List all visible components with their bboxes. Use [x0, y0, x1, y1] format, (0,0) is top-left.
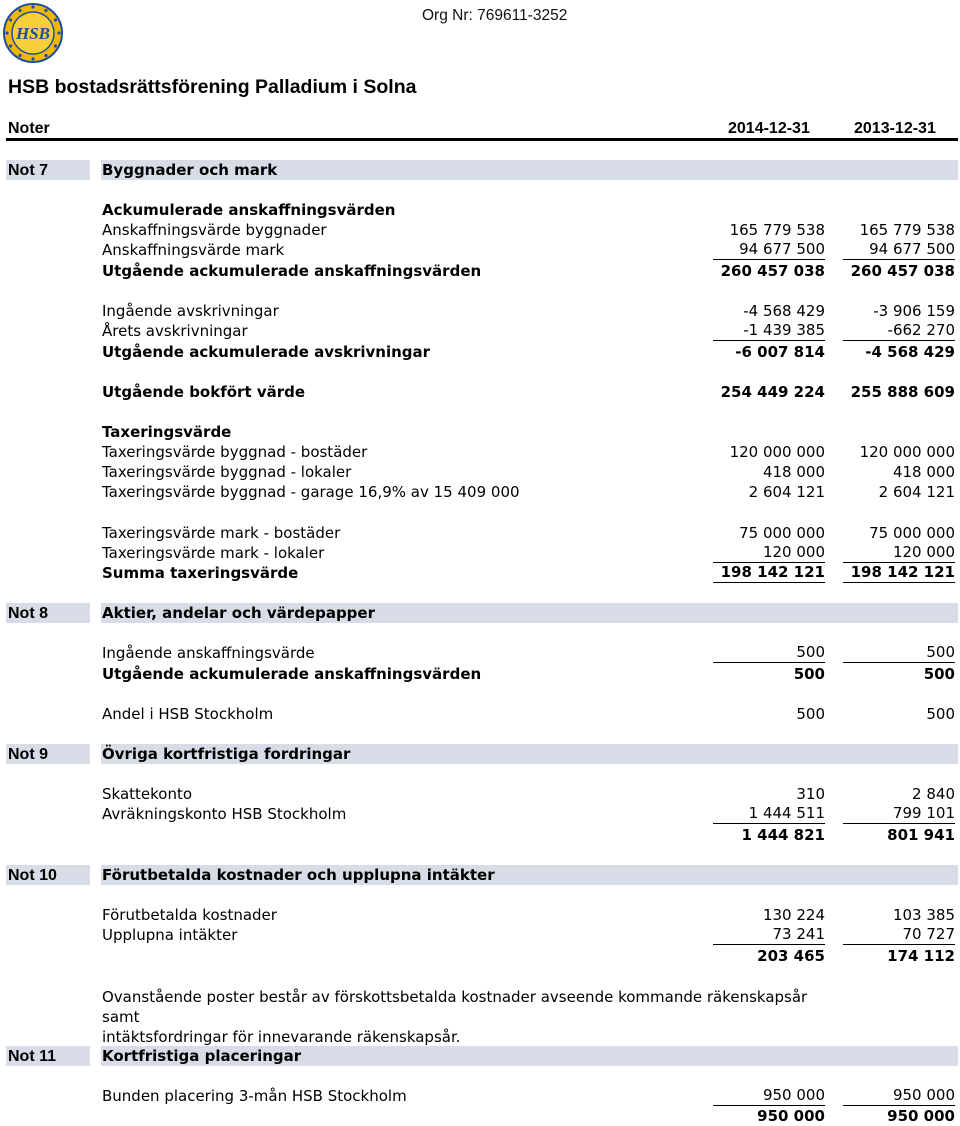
- value-2014: 203 465: [757, 947, 825, 965]
- row-label: Anskaffningsvärde mark: [102, 241, 285, 259]
- logo-text: HSB: [15, 24, 51, 43]
- explanation-line: intäktsfordringar för innevarande räkenskapsår.: [102, 1028, 461, 1046]
- value-2013: 801 941: [887, 826, 955, 844]
- table-row: [102, 1086, 958, 1106]
- value-2014: 1 444 821: [741, 826, 825, 844]
- value-2014: 75 000 000: [739, 524, 825, 542]
- value-2014: 260 457 038: [720, 262, 825, 280]
- association-name: HSB bostadsrättsförening Palladium i Solna: [8, 76, 417, 98]
- row-label: Taxeringsvärde: [102, 423, 232, 441]
- value-2014: 310: [796, 785, 825, 803]
- explanation-line: Ovanstående poster består av förskottsbetalda kostnader avseende kommande räkenskapsår samt: [102, 988, 808, 1026]
- table-row: [102, 563, 958, 583]
- value-2013: 2 604 121: [878, 483, 955, 501]
- note-9-header: [6, 744, 958, 764]
- table-row: [102, 643, 958, 663]
- value-2014: 2 604 121: [748, 483, 825, 501]
- value-2013: 950 000: [887, 1107, 955, 1125]
- value-2013: 260 457 038: [850, 262, 955, 280]
- row-label: Bunden placering 3-mån HSB Stockholm: [102, 1087, 407, 1105]
- value-2014: 1 444 511: [713, 804, 825, 824]
- value-2013: 70 727: [843, 925, 955, 945]
- table-row: [102, 804, 958, 824]
- value-2014: 950 000: [757, 1107, 825, 1125]
- date-column-2013: 2013-12-31: [854, 120, 936, 137]
- note-title: Övriga kortfristiga fordringar: [101, 744, 958, 764]
- table-row: [102, 321, 958, 341]
- table-row: [102, 905, 958, 925]
- value-2014: 500: [793, 665, 825, 683]
- value-2013: 255 888 609: [850, 383, 955, 401]
- org-number: Org Nr: 769611-3252: [422, 7, 568, 24]
- note-title: Kortfristiga placeringar: [101, 1046, 958, 1066]
- note-10-header: [6, 865, 958, 885]
- value-2014: -6 007 814: [735, 343, 825, 361]
- note-7-header: [6, 160, 958, 180]
- value-2014: 950 000: [713, 1086, 825, 1106]
- value-2014: -1 439 385: [713, 321, 825, 341]
- value-2014: 94 677 500: [713, 240, 825, 260]
- row-label: Förutbetalda kostnader: [102, 906, 277, 924]
- table-row: [102, 240, 958, 260]
- value-2013: 75 000 000: [869, 524, 955, 542]
- row-label: Andel i HSB Stockholm: [102, 705, 274, 723]
- table-row: [102, 704, 958, 724]
- table-row: [102, 825, 958, 845]
- value-2014: 130 224: [762, 906, 825, 924]
- table-row: [102, 200, 958, 220]
- row-label: Taxeringsvärde mark - bostäder: [102, 524, 341, 542]
- value-2013: -3 906 159: [873, 302, 955, 320]
- value-2013: -4 568 429: [865, 343, 955, 361]
- value-2013: -662 270: [843, 321, 955, 341]
- note-number: Not 9: [6, 744, 90, 764]
- value-2013: 120 000: [843, 543, 955, 563]
- header-rule: [6, 138, 958, 141]
- value-2013: 418 000: [892, 463, 955, 481]
- note-title: Byggnader och mark: [101, 160, 958, 180]
- value-2013: 165 779 538: [859, 221, 955, 239]
- value-2013: 950 000: [843, 1086, 955, 1106]
- value-2014: 500: [713, 643, 825, 663]
- date-column-2014: 2014-12-31: [728, 120, 810, 137]
- table-row: [102, 543, 958, 563]
- table-row: [102, 342, 958, 362]
- table-row: [102, 220, 958, 240]
- value-2013: 2 840: [912, 785, 955, 803]
- table-row: [102, 925, 958, 945]
- table-row: [102, 482, 958, 502]
- value-2014: 418 000: [762, 463, 825, 481]
- table-row: [102, 1106, 958, 1126]
- column-header: [6, 118, 958, 138]
- table-row: [102, 442, 958, 462]
- value-2014: 120 000 000: [729, 443, 825, 461]
- note-number: Not 11: [6, 1046, 90, 1066]
- value-2014: -4 568 429: [743, 302, 825, 320]
- note-11-header: [6, 1046, 958, 1066]
- row-label: Ingående anskaffningsvärde: [102, 644, 315, 662]
- note-10-explanation: [102, 987, 822, 1047]
- value-2013: 120 000 000: [859, 443, 955, 461]
- note-number: Not 7: [6, 160, 90, 180]
- row-label: Ackumulerade anskaffningsvärden: [102, 201, 396, 219]
- note-title: Aktier, andelar och värdepapper: [101, 603, 958, 623]
- note-number: Not 8: [6, 603, 90, 623]
- row-label: Avräkningskonto HSB Stockholm: [102, 805, 347, 823]
- value-2014: 165 779 538: [729, 221, 825, 239]
- value-2013: 174 112: [887, 947, 955, 965]
- value-2014: 73 241: [713, 925, 825, 945]
- row-label: Utgående ackumulerade avskrivningar: [102, 343, 431, 361]
- value-2013: 198 142 121: [843, 563, 955, 583]
- value-2014: 254 449 224: [720, 383, 825, 401]
- row-label: Summa taxeringsvärde: [102, 564, 299, 582]
- row-label: Taxeringsvärde mark - lokaler: [102, 544, 325, 562]
- table-row: [102, 784, 958, 804]
- table-row: [102, 462, 958, 482]
- note-8-header: [6, 603, 958, 623]
- row-label: Skattekonto: [102, 785, 193, 803]
- note-number: Not 10: [6, 865, 90, 885]
- table-row: [102, 422, 958, 442]
- row-label: Anskaffningsvärde byggnader: [102, 221, 327, 239]
- value-2014: 500: [796, 705, 825, 723]
- value-2013: 94 677 500: [843, 240, 955, 260]
- value-2013: 799 101: [843, 804, 955, 824]
- value-2013: 500: [926, 705, 955, 723]
- note-title: Förutbetalda kostnader och upplupna intäkter: [101, 865, 958, 885]
- table-row: [102, 523, 958, 543]
- table-row: [102, 946, 958, 966]
- table-row: [102, 664, 958, 684]
- row-label: Utgående ackumulerade anskaffningsvärden: [102, 262, 482, 280]
- table-row: [102, 261, 958, 281]
- value-2013: 500: [843, 643, 955, 663]
- table-row: [102, 301, 958, 321]
- row-label: Utgående ackumulerade anskaffningsvärden: [102, 665, 482, 683]
- value-2014: 120 000: [713, 543, 825, 563]
- table-row: [102, 382, 958, 402]
- value-2013: 103 385: [892, 906, 955, 924]
- row-label: Taxeringsvärde byggnad - garage 16,9% av 15 409 000: [102, 483, 520, 501]
- value-2013: 500: [923, 665, 955, 683]
- row-label: Taxeringsvärde byggnad - bostäder: [102, 443, 368, 461]
- hsb-logo: [2, 2, 64, 64]
- row-label: Ingående avskrivningar: [102, 302, 279, 320]
- row-label: Taxeringsvärde byggnad - lokaler: [102, 463, 352, 481]
- value-2014: 198 142 121: [713, 563, 825, 583]
- row-label: Utgående bokfört värde: [102, 383, 306, 401]
- row-label: Årets avskrivningar: [102, 322, 248, 340]
- row-label: Upplupna intäkter: [102, 926, 238, 944]
- notes-column-label: Noter: [8, 120, 50, 137]
